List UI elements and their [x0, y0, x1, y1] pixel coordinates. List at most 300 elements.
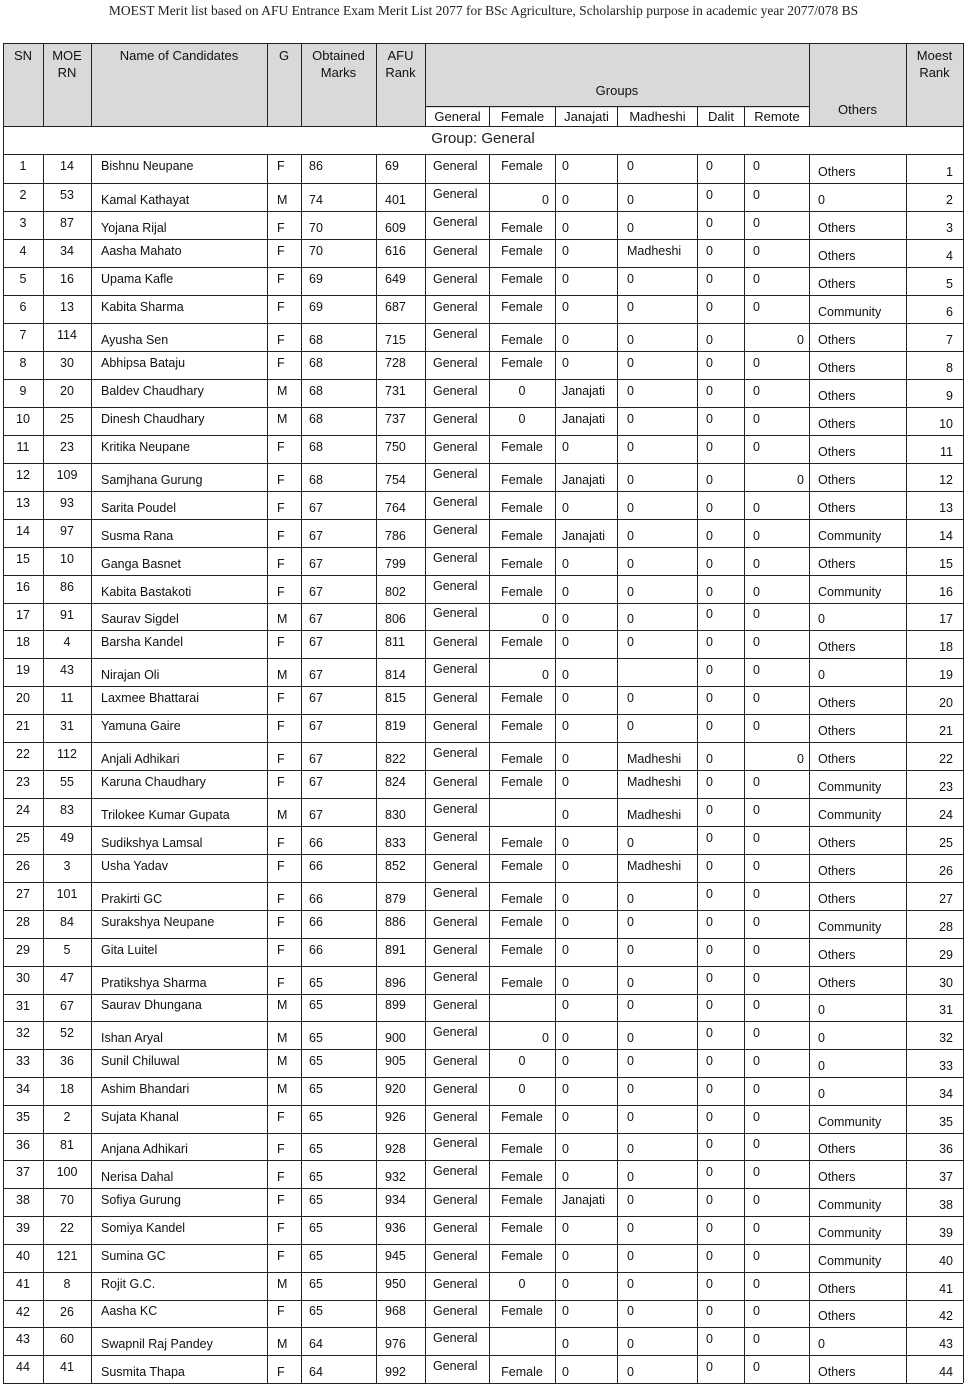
cell-janajati: 0 — [562, 691, 569, 705]
cell-moest-rank: 38 — [939, 1198, 953, 1212]
cell-moest-rank: 31 — [939, 1003, 953, 1017]
cell-moest-rank: 10 — [939, 417, 953, 431]
cell-dalit: 0 — [706, 473, 713, 487]
grid-line — [425, 43, 426, 126]
cell-others: 0 — [818, 1031, 825, 1045]
cell-afu-rank: 649 — [385, 272, 406, 286]
cell-madheshi: 0 — [627, 943, 634, 957]
cell-madheshi: 0 — [627, 272, 634, 286]
cell-name: Karuna Chaudhary — [101, 775, 206, 789]
cell-madheshi: 0 — [627, 836, 634, 850]
cell-moest-rank: 17 — [939, 612, 953, 626]
cell-others: Others — [818, 696, 856, 710]
cell-remote: 0 — [753, 803, 760, 817]
cell-gender: F — [277, 915, 285, 929]
cell-name: Trilokee Kumar Gupata — [101, 808, 230, 822]
cell-general: General — [433, 970, 478, 984]
cell-dalit: 0 — [706, 1082, 713, 1096]
cell-others: Others — [818, 417, 856, 431]
cell-moe-rn: 14 — [60, 159, 74, 173]
cell-madheshi: 0 — [627, 1142, 634, 1156]
cell-dalit: 0 — [706, 333, 713, 347]
cell-remote: 0 — [753, 244, 760, 258]
cell-moest-rank: 21 — [939, 724, 953, 738]
cell-sn: 12 — [16, 468, 30, 482]
cell-dalit: 0 — [706, 300, 713, 314]
cell-sn: 40 — [16, 1249, 30, 1263]
grid-line — [906, 43, 907, 126]
cell-janajati: 0 — [562, 272, 569, 286]
cell-female: Female — [501, 1110, 543, 1124]
cell-name: Ashim Bhandari — [101, 1082, 190, 1096]
grid-line — [3, 882, 963, 883]
grid-line — [3, 1077, 963, 1078]
cell-janajati: 0 — [562, 836, 569, 850]
cell-sn: 30 — [16, 971, 30, 985]
cell-female: Female — [501, 272, 543, 286]
cell-afu-rank: 737 — [385, 412, 406, 426]
cell-dalit: 0 — [706, 635, 713, 649]
cell-sn: 24 — [16, 803, 30, 817]
cell-remote: 0 — [753, 1277, 760, 1291]
cell-marks: 67 — [309, 557, 323, 571]
cell-marks: 69 — [309, 300, 323, 314]
cell-gender: F — [277, 1221, 285, 1235]
header-others: Others — [837, 102, 877, 117]
cell-sn: 13 — [16, 496, 30, 510]
cell-name: Pratikshya Sharma — [101, 976, 207, 990]
cell-madheshi: 0 — [627, 691, 634, 705]
grid-line — [3, 630, 963, 631]
cell-moe-rn: 100 — [56, 1165, 78, 1179]
cell-moe-rn: 109 — [56, 468, 78, 482]
grid-line — [3, 575, 963, 576]
cell-moest-rank: 2 — [946, 193, 953, 207]
cell-janajati: 0 — [562, 221, 569, 235]
cell-dalit: 0 — [706, 915, 713, 929]
cell-madheshi: 0 — [627, 1110, 634, 1124]
cell-madheshi: 0 — [627, 719, 634, 733]
cell-moest-rank: 22 — [939, 752, 953, 766]
cell-general: General — [433, 1221, 478, 1235]
cell-others: 0 — [818, 612, 825, 626]
cell-dalit: 0 — [706, 412, 713, 426]
grid-line — [963, 43, 964, 126]
cell-janajati: 0 — [562, 193, 569, 207]
cell-sn: 1 — [19, 159, 27, 173]
cell-janajati: 0 — [562, 300, 569, 314]
grid-line — [3, 183, 963, 184]
cell-janajati: 0 — [562, 356, 569, 370]
cell-remote: 0 — [753, 607, 760, 621]
cell-madheshi: 0 — [627, 612, 634, 626]
cell-dalit: 0 — [706, 159, 713, 173]
cell-remote: 0 — [753, 1304, 760, 1318]
grid-line — [3, 1105, 963, 1106]
cell-gender: F — [277, 1170, 285, 1184]
cell-madheshi: 0 — [627, 585, 634, 599]
cell-sn: 21 — [16, 719, 30, 733]
cell-remote: 0 — [753, 719, 760, 733]
cell-gender: M — [277, 668, 288, 682]
cell-gender: M — [277, 1054, 288, 1068]
cell-remote: 0 — [753, 1193, 760, 1207]
cell-others: Others — [818, 724, 856, 738]
grid-line — [3, 547, 963, 548]
cell-remote: 0 — [753, 585, 760, 599]
cell-gender: F — [277, 244, 285, 258]
cell-janajati: 0 — [562, 859, 569, 873]
cell-sn: 28 — [16, 915, 30, 929]
header-groups: Groups — [595, 83, 639, 98]
cell-marks: 67 — [309, 529, 323, 543]
cell-female: Female — [501, 635, 543, 649]
cell-female: Female — [501, 915, 543, 929]
cell-janajati: Janajati — [562, 1193, 606, 1207]
cell-name: Laxmee Bhattarai — [101, 691, 199, 705]
cell-gender: F — [277, 501, 285, 515]
cell-general: General — [433, 1136, 478, 1150]
cell-marks: 67 — [309, 501, 323, 515]
cell-others: Others — [818, 361, 856, 375]
cell-others: Community — [818, 1198, 882, 1212]
cell-marks: 68 — [309, 384, 323, 398]
cell-janajati: 0 — [562, 915, 569, 929]
cell-others: 0 — [818, 1337, 825, 1351]
cell-dalit: 0 — [706, 752, 713, 766]
cell-general: General — [433, 327, 478, 341]
cell-general: General — [433, 915, 478, 929]
cell-sn: 19 — [16, 663, 30, 677]
cell-afu-rank: 609 — [385, 221, 406, 235]
cell-name: Anjali Adhikari — [101, 752, 180, 766]
cell-others: 0 — [818, 1087, 825, 1101]
cell-general: General — [433, 412, 478, 426]
grid-line — [3, 910, 963, 911]
grid-line — [3, 826, 963, 827]
cell-sn: 41 — [16, 1277, 30, 1291]
cell-gender: F — [277, 333, 285, 347]
cell-moest-rank: 30 — [939, 976, 953, 990]
cell-name: Prakirti GC — [101, 892, 163, 906]
cell-janajati: 0 — [562, 635, 569, 649]
grid-line — [3, 854, 963, 855]
cell-afu-rank: 891 — [385, 943, 406, 957]
cell-others: Others — [818, 1142, 856, 1156]
cell-afu-rank: 992 — [385, 1365, 406, 1379]
cell-sn: 2 — [19, 188, 27, 202]
cell-moest-rank: 40 — [939, 1254, 953, 1268]
cell-dalit: 0 — [706, 1360, 713, 1374]
cell-female: Female — [501, 836, 543, 850]
cell-remote: 0 — [753, 1249, 760, 1263]
grid-line — [3, 1272, 963, 1273]
cell-dalit: 0 — [706, 607, 713, 621]
cell-sn: 33 — [16, 1054, 30, 1068]
cell-remote: 0 — [753, 356, 760, 370]
cell-gender: F — [277, 752, 285, 766]
header-sn: SN — [13, 48, 33, 63]
cell-remote: 0 — [753, 663, 760, 677]
cell-madheshi: Madheshi — [627, 775, 682, 789]
cell-marks: 67 — [309, 719, 323, 733]
cell-female: Female — [501, 1221, 543, 1235]
cell-dalit: 0 — [706, 557, 713, 571]
cell-sn: 14 — [16, 524, 30, 538]
cell-madheshi: Madheshi — [627, 859, 682, 873]
grid-line — [3, 267, 963, 268]
cell-sn: 7 — [19, 328, 27, 342]
cell-others: Others — [818, 221, 856, 235]
cell-others: Others — [818, 473, 856, 487]
cell-moe-rn: 70 — [60, 1193, 74, 1207]
cell-marks: 68 — [309, 473, 323, 487]
cell-moest-rank: 28 — [939, 920, 953, 934]
cell-gender: F — [277, 1249, 285, 1263]
grid-line — [3, 126, 963, 127]
cell-name: Barsha Kandel — [101, 635, 184, 649]
grid-line — [376, 43, 377, 126]
cell-moest-rank: 27 — [939, 892, 953, 906]
cell-moe-rn: 31 — [60, 719, 74, 733]
grid-line — [697, 106, 698, 126]
cell-others: Others — [818, 976, 856, 990]
cell-remote: 0 — [753, 1082, 760, 1096]
cell-dalit: 0 — [706, 831, 713, 845]
cell-gender: F — [277, 473, 285, 487]
cell-dalit: 0 — [706, 1304, 713, 1318]
cell-janajati: Janajati — [562, 529, 606, 543]
cell-female: Female — [501, 775, 543, 789]
cell-female: Female — [501, 440, 543, 454]
cell-moe-rn: 83 — [60, 803, 74, 817]
cell-janajati: 0 — [562, 752, 569, 766]
cell-sn: 34 — [16, 1082, 30, 1096]
cell-general: General — [433, 859, 478, 873]
cell-moe-rn: 43 — [60, 663, 74, 677]
cell-gender: M — [277, 808, 288, 822]
cell-others: Community — [818, 585, 882, 599]
cell-name: Kabita Sharma — [101, 300, 184, 314]
cell-janajati: 0 — [562, 976, 569, 990]
cell-female: Female — [501, 221, 543, 235]
cell-janajati: 0 — [562, 1249, 569, 1263]
cell-marks: 64 — [309, 1365, 323, 1379]
cell-moest-rank: 7 — [946, 333, 953, 347]
cell-female: 0 — [542, 193, 549, 207]
cell-afu-rank: 754 — [385, 473, 406, 487]
cell-madheshi: 0 — [627, 529, 634, 543]
cell-marks: 65 — [309, 1054, 323, 1068]
cell-moest-rank: 26 — [939, 864, 953, 878]
cell-gender: M — [277, 1277, 288, 1291]
cell-moe-rn: 114 — [57, 328, 77, 342]
cell-name: Sarita Poudel — [101, 501, 177, 515]
cell-afu-rank: 936 — [385, 1221, 406, 1235]
cell-name: Sujata Khanal — [101, 1110, 179, 1124]
cell-gender: F — [277, 1193, 285, 1207]
document-title: MOEST Merit list based on AFU Entrance Exam Merit List 2077 for BSc Agriculture, Scholarship purpose in academic year 2077/078 BS — [108, 3, 859, 18]
cell-sn: 8 — [19, 356, 27, 370]
cell-sn: 44 — [16, 1360, 30, 1374]
cell-madheshi: 0 — [627, 1082, 634, 1096]
cell-name: Sunil Chiluwal — [101, 1054, 180, 1068]
cell-gender: M — [277, 412, 288, 426]
cell-general: General — [433, 1025, 478, 1039]
cell-madheshi: 0 — [627, 1221, 634, 1235]
cell-female: Female — [501, 356, 543, 370]
cell-madheshi: 0 — [627, 501, 634, 515]
cell-marks: 65 — [309, 976, 323, 990]
cell-afu-rank: 900 — [385, 1031, 406, 1045]
cell-marks: 65 — [309, 1110, 323, 1124]
cell-general: General — [433, 467, 478, 481]
grid-line — [3, 435, 963, 436]
cell-marks: 66 — [309, 859, 323, 873]
cell-others: Community — [818, 1254, 882, 1268]
cell-sn: 29 — [16, 943, 30, 957]
cell-dalit: 0 — [706, 585, 713, 599]
cell-remote: 0 — [753, 859, 760, 873]
cell-sn: 43 — [16, 1332, 30, 1346]
grid-line — [3, 1021, 963, 1022]
cell-janajati: 0 — [562, 1221, 569, 1235]
cell-madheshi: Madheshi — [627, 244, 682, 258]
cell-female: Female — [501, 719, 543, 733]
cell-dalit: 0 — [706, 1137, 713, 1151]
cell-moe-rn: 112 — [57, 747, 77, 761]
cell-others: Others — [818, 892, 856, 906]
grid-line — [267, 43, 268, 126]
cell-marks: 66 — [309, 915, 323, 929]
cell-madheshi: 0 — [627, 635, 634, 649]
cell-sn: 4 — [19, 244, 27, 258]
cell-female: Female — [501, 300, 543, 314]
grid-line — [744, 106, 745, 126]
cell-gender: F — [277, 859, 285, 873]
cell-moe-rn: 4 — [63, 635, 71, 649]
grid-line — [3, 966, 963, 967]
cell-madheshi: 0 — [627, 1249, 634, 1263]
cell-sn: 32 — [16, 1026, 30, 1040]
grid-line — [3, 1327, 963, 1328]
cell-janajati: 0 — [562, 1170, 569, 1184]
grid-line — [963, 126, 964, 154]
header-general: General — [426, 108, 489, 126]
cell-dalit: 0 — [706, 244, 713, 258]
cell-moest-rank: 33 — [939, 1059, 953, 1073]
cell-general: General — [433, 356, 478, 370]
cell-marks: 65 — [309, 1277, 323, 1291]
cell-marks: 70 — [309, 221, 323, 235]
grid-line — [3, 714, 963, 715]
cell-afu-rank: 814 — [385, 668, 406, 682]
cell-afu-rank: 728 — [385, 356, 406, 370]
cell-general: General — [433, 551, 478, 565]
cell-marks: 67 — [309, 612, 323, 626]
cell-dalit: 0 — [706, 1193, 713, 1207]
cell-moe-rn: 36 — [60, 1054, 74, 1068]
cell-janajati: 0 — [562, 1082, 569, 1096]
cell-general: General — [433, 719, 478, 733]
cell-name: Saurav Sigdel — [101, 612, 179, 626]
cell-madheshi: 0 — [627, 412, 634, 426]
cell-madheshi: 0 — [627, 998, 634, 1012]
cell-moe-rn: 87 — [60, 216, 74, 230]
cell-dalit: 0 — [706, 216, 713, 230]
cell-afu-rank: 822 — [385, 752, 406, 766]
cell-name: Yojana Rijal — [101, 221, 167, 235]
cell-others: Others — [818, 752, 856, 766]
cell-moe-rn: 30 — [60, 356, 74, 370]
cell-afu-rank: 886 — [385, 915, 406, 929]
cell-remote: 0 — [753, 831, 760, 845]
cell-remote: 0 — [753, 216, 760, 230]
grid-line — [3, 211, 963, 212]
cell-female: 0 — [518, 1277, 526, 1291]
cell-female: Female — [501, 1249, 543, 1263]
cell-moest-rank: 9 — [946, 389, 953, 403]
cell-afu-rank: 928 — [385, 1142, 406, 1156]
cell-moe-rn: 16 — [60, 272, 74, 286]
cell-sn: 26 — [16, 859, 30, 873]
cell-janajati: 0 — [562, 943, 569, 957]
cell-gender: F — [277, 635, 285, 649]
cell-moest-rank: 41 — [939, 1282, 953, 1296]
cell-marks: 66 — [309, 943, 323, 957]
cell-sn: 36 — [16, 1138, 30, 1152]
cell-moest-rank: 5 — [946, 277, 953, 291]
cell-afu-rank: 833 — [385, 836, 406, 850]
cell-general: General — [433, 440, 478, 454]
cell-marks: 65 — [309, 1304, 323, 1318]
cell-name: Gita Luitel — [101, 943, 158, 957]
cell-general: General — [433, 998, 478, 1012]
cell-marks: 65 — [309, 1249, 323, 1263]
cell-madheshi: 0 — [627, 915, 634, 929]
cell-moest-rank: 4 — [946, 249, 953, 263]
cell-afu-rank: 950 — [385, 1277, 406, 1291]
cell-others: Community — [818, 305, 882, 319]
cell-afu-rank: 401 — [385, 193, 406, 207]
cell-sn: 39 — [16, 1221, 30, 1235]
cell-remote: 0 — [753, 440, 760, 454]
header-afu-rank: AFU Rank — [385, 48, 416, 80]
cell-moe-rn: 11 — [60, 691, 74, 705]
cell-afu-rank: 976 — [385, 1337, 406, 1351]
cell-moe-rn: 60 — [60, 1332, 74, 1346]
cell-others: Others — [818, 445, 856, 459]
cell-marks: 70 — [309, 244, 323, 258]
cell-marks: 66 — [309, 836, 323, 850]
cell-afu-rank: 786 — [385, 529, 406, 543]
grid-line — [3, 1244, 963, 1245]
cell-general: General — [433, 215, 478, 229]
cell-general: General — [433, 802, 478, 816]
cell-general: General — [433, 1359, 478, 1373]
cell-dalit: 0 — [706, 529, 713, 543]
cell-gender: F — [277, 1110, 285, 1124]
cell-female: 0 — [518, 412, 526, 426]
cell-moe-rn: 81 — [60, 1138, 74, 1152]
cell-marks: 67 — [309, 635, 323, 649]
cell-moe-rn: 26 — [60, 1305, 74, 1319]
cell-female: Female — [501, 159, 543, 173]
cell-general: General — [433, 272, 478, 286]
grid-line — [3, 323, 963, 324]
cell-dalit: 0 — [706, 691, 713, 705]
cell-moe-rn: 3 — [63, 859, 71, 873]
